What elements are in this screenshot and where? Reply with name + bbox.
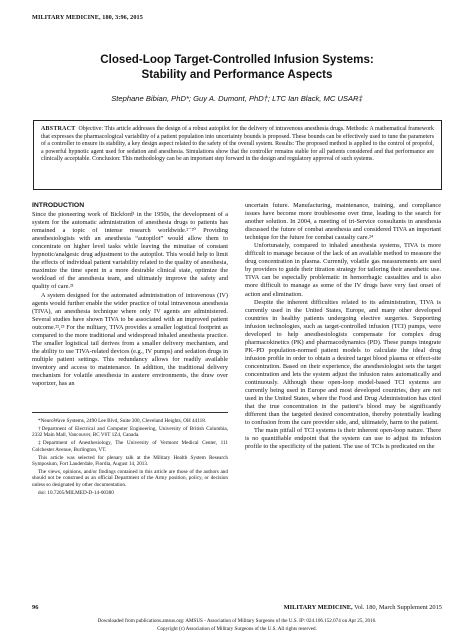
abstract-label: ABSTRACT (41, 126, 76, 132)
footnote-presentation-note: This article was selected for plenary talk at the Military Health System Research Symposium, Fort Lauderdale, Flordia, August 14, 2013. (32, 454, 228, 467)
copyright-notice: Copyright (c) Association of Military Surgeons of the U.S. All rights reserved. (157, 626, 317, 632)
page-number: 96 (32, 604, 39, 611)
abstract-text: Objective: This article addresses the design of a robust autopilot for the delivery of intravenous anesthesia drugs. Methods: A mathematical framework that expresses the pharmacological variability of a patient population into uncertainty bounds is proposed. These bounds can be effectively used to tune the parameters of a controller to ensure its stability, a key design aspect related to the safety of the overall system. Results: The proposed method is applied to the control of propofol, a powerful hypnotic agent used for sedation and anesthesia. Simulations show that the controller remains stable for all patients considered and that performance are clinically acceptable. Conclusion: This methodology can be an important step forward in the design and regulatory approval of such systems. (41, 126, 434, 162)
left-column (32, 202, 228, 407)
body-paragraph: Unfortunately, compared to inhaled anesthesia systems, TIVA is more difficult to manage because of the lack of an available method to measure the drug concentration in plasma. Currently, volatile gas measurements are used by providers to guide their titration strategy for tailoring their anesthetic use. TIVA can be especially problematic in hemorrhagic casualties and is also more difficult to manage as some of the IV drugs have very fast onset of action and elimination. (245, 242, 441, 298)
footnote-affiliation-2: †Department of Electrical and Computer Engineering, University of British Columbia, 2332 Main Mall, Vancouver, BC V6T 1Z4, Canada. (32, 425, 228, 439)
abstract-box (33, 120, 442, 190)
footer-journal-issue: Vol. 180, March Supplement 2015 (352, 604, 442, 611)
footnotes (32, 418, 228, 558)
article-title (0, 52, 474, 82)
right-column (245, 202, 441, 572)
body-paragraph: The main pitfall of TCI systems is their inherent open-loop nature. There is no quantifiable endpoint that the system can use to adjust its infusion profile to the specificity of the patient. The use of TCIs is predicated on the (245, 427, 441, 451)
footer-journal-name: MILITARY MEDICINE, (283, 604, 353, 611)
section-heading-introduction: INTRODUCTION (32, 202, 85, 209)
title-line-1: Closed-Loop Target-Controlled Infusion Systems: (100, 53, 374, 66)
body-paragraph: Since the pioneering work of Bickford¹ in the 1950s, the development of a system for the automatic administration of anesthesia drugs to patients has remained a topic of intense research worldwide.²⁻²⁰ Providing anesthesiologists with an anesthesia “autopilot” would allow them to concentrate on higher level tasks while leaving the minutiae of constant hypnotic/analgesic drug adjustment to the autopilot. This would help to limit the effects of individual patient variability related to the quality of anesthesia, maximize the time spent in a more desirable clinical state, optimize the workload of the anesthesia team, and ultimately improve the safety and quality of care.²¹ (32, 211, 228, 291)
running-head: MILITARY MEDICINE, 180, 3:96, 2015 (32, 14, 143, 21)
author-list: Stephane Bibian, PhD*; Guy A. Dumont, PhD†; LTC Ian Black, MC USAR‡ (111, 94, 363, 103)
footer-journal-citation (250, 604, 442, 611)
footnote-affiliation-1: *NeuroWave Systems, 2490 Lee Blvd, Suite 300, Cleveland Heights, OH 44118. (38, 418, 207, 424)
body-paragraph: uncertain future. Manufacturing, maintenance, training, and compliance issues have become more troublesome over time, leading to the search for another solution. In 2004, a meeting of tri-Service consultants in anesthesia discussed the future of combat anesthesia and considered TIVA an important technique for the future for combat casualty care.²⁴ (245, 202, 441, 242)
download-notice: Downloaded from publications.amsus.org: AMSUS - Association of Military Surgeons of the U.S. IP: 024.106.152.074 on Apr 25, 2016. (97, 618, 377, 624)
footnote-divider (32, 412, 228, 413)
body-paragraph: A system designed for the automated administration of intravenous (IV) agents would further enable the wider practice of total intravenous anesthesia (TIVA), an anesthesia technique where only IV agents are administered. Several studies have shown TIVA to be associated with an improved patient outcome.²²,²³ For the military, TIVA provides a smaller logistical footprint as compared to the more traditional and widespread inhaled anesthesia practice. The smaller logistical tail derives from a smaller delivery mechanism, and the ability to use TIVA-related devices (e.g., IV pumps) and sedation drugs in multiple patient settings. This redundancy allows for readily available inventory and access to maintenance. In addition, the traditional delivery mechanism for volatile anesthesia in austere environments, the draw over vaporizer, has an (32, 291, 228, 388)
footnote-affiliation-3: ‡Department of Anesthesiology, The University of Vermont Medical Center, 111 Colchester Avenue, Burlington, VT. (32, 440, 228, 453)
title-line-2: Stability and Performance Aspects (141, 68, 333, 81)
body-paragraph: Despite the inherent difficulties related to its administration, TIVA is currently used in the United States, Europe, and many other developed countries in healthy patients undergoing elective surgeries. Supporting infusion technologies, such as target-controlled infusion (TCI) pumps, were developed to help anesthesiologists compensate for complex drug pharmacokinetics (PK) and pharmacodynamics (PD). These pumps integrate PK–PD population-normed patient models to calculate the ideal drug infusion profile in order to obtain a desired target blood plasma or effect-site concentration. Based on their experience, the anesthesiologist sets the target concentration and lets the system adjust the infusion rates automatically and continuously. Although these open-loop model-based TCI systems are currently being used in Europe and most developed countries, they are not used in the United States, where the Food and Drug Administration has cited that the true concentration in the patient’s blood may be significantly different than the targeted desired concentration, thereby potentially leading to confusion from the care provider side, and, ultimately, harm to the patient. (245, 298, 441, 427)
footnote-doi: doi: 10.7205/MILMED-D-14-00380 (38, 489, 114, 496)
footnote-disclaimer: The views, opinions, and/or findings contained in this article are those of the authors and should not be construed as an official Department of the Army position, policy, or decision unless so designated by other documentation. (32, 468, 228, 488)
